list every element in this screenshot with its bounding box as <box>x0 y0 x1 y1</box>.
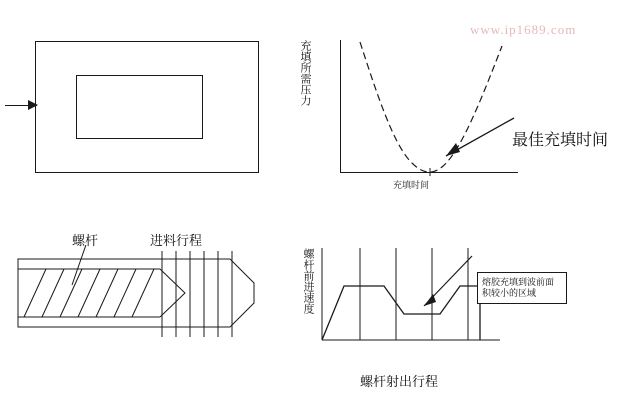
feed-stroke-label: 进料行程 <box>150 234 203 249</box>
optimal-fill-time-label: 最佳充填时间 <box>512 130 609 149</box>
chart-x-axis-label: 充填时间 <box>393 181 430 191</box>
velocity-y-axis-label: 螺杆前进速度 <box>302 248 315 314</box>
velocity-note-arrow <box>424 256 472 306</box>
screw-label: 螺杆 <box>72 234 99 249</box>
watermark-text: www.ip1689.com <box>470 22 577 37</box>
screw-barrel-diagram <box>10 245 280 355</box>
velocity-note-text: 熔胶充填到波前面积较小的区域 <box>482 278 555 299</box>
velocity-x-axis-label: 螺杆射出行程 <box>360 375 439 390</box>
inflow-arrow-head-icon <box>28 100 38 110</box>
optimal-fill-time-arrow <box>430 112 520 164</box>
mold-inner-cavity <box>76 75 203 139</box>
chart-y-axis-label: 充填所需压力 <box>299 40 312 106</box>
